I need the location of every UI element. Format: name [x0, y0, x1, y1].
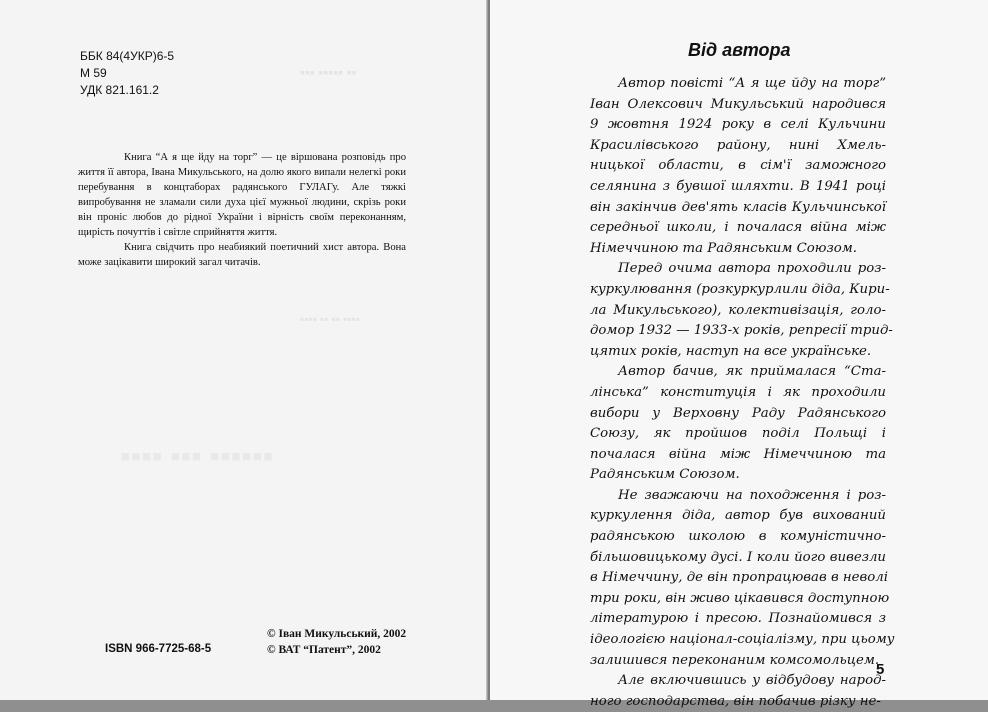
text-line: домор 1932 — 1933-х років, репресії трид-: [590, 323, 893, 339]
chapter-body: [590, 74, 895, 712]
bbk-code: ББК 84(4УКР)6-5: [80, 49, 175, 63]
text-line: Красилівського району, нині Хмель-: [590, 137, 886, 153]
text-line: Перед очима автора проходили роз-: [618, 261, 886, 277]
book-annotation: [78, 150, 406, 270]
text-line: Не зважаючи на походження і роз-: [618, 487, 886, 503]
bleed-through: ▪▪▪ ▪▪▪▪▪ ▪▪: [300, 66, 357, 81]
text-line: Автор повісті “А я ще йду на торг”: [618, 76, 886, 91]
copyright-block: [267, 626, 406, 658]
text-line: 9 жовтня 1924 року в селі Кульчини: [590, 117, 886, 133]
text-line: Автор бачив, як приймалася “Ста-: [618, 364, 886, 380]
text-line: Але включившись у відбудову народ-: [618, 673, 886, 689]
copyright-publisher: © ВАТ “Патент”, 2002: [267, 644, 381, 656]
body-paragraph: [590, 671, 886, 712]
bibliographic-codes: [80, 48, 174, 99]
text-line: Радянським Союзом.: [590, 467, 740, 483]
text-line: куркулювання (розкуркурлили діда, Кири-: [590, 281, 890, 297]
text-line: більшовицькому дусі. І коли його вивезли: [590, 549, 886, 565]
text-line: цятих років, наступ на все українське.: [590, 343, 872, 359]
body-paragraph: [590, 74, 886, 259]
text-line: Союзу, як пройшов поділ Польщі і: [590, 426, 886, 442]
text-line: селянина з бувшої шляхти. В 1941 році: [590, 178, 886, 194]
body-paragraph: [590, 486, 895, 671]
page-number: 5: [876, 661, 885, 678]
text-line: куркулення діда, автор був вихований: [590, 508, 886, 524]
text-line: Німеччиною та Радянським Союзом.: [590, 240, 858, 256]
text-line: почалася війна між Німеччиною та: [590, 446, 886, 462]
isbn: ISBN 966-7725-68-5: [105, 643, 212, 655]
text-line: ла Микульського), колективізація, голо-: [590, 302, 886, 318]
annotation-paragraph: Книга свідчить про неабиякий поетичний хист автора. Вона може зацікавити широкий загал читачів.: [78, 242, 406, 268]
udc-code: УДК 821.161.2: [80, 83, 159, 97]
text-line: залишився переконаним комсомольцем.: [590, 652, 880, 668]
text-line: ницької области, в сім'ї заможного: [590, 158, 886, 174]
text-line: середньої школи, і почалася війна між: [590, 220, 886, 236]
text-line: він закінчив дев'ять класів Кульчинської: [590, 199, 886, 215]
annotation-paragraph: Книга “А я ще йду на торг” — це віршована розповідь про життя її автора, Івана Микульського, на долю якого випали нелегкі роки перебування в концтаборах радянського ГУЛАГу. Але тяжкі випробування не зламали сили духа цієї мужньої людини, скрізь роки він проніс любов до рідної України і вірність своїм переконанням, щирість почуттів і світле сприйняття життя.: [78, 152, 406, 238]
copyright-author: © Іван Микульський, 2002: [267, 628, 407, 640]
left-page: ▪▪▪ ▪▪▪▪▪ ▪▪ ▪▪▪▪ ▪▪ ▪▪ ▪▪▪▪ ББК 84(4УКР)6-5 М 59 УДК 821.161.2 Книга “А я ще йду на торг” — це віршована розповідь про життя її автора, Івана Микульського, на долю якого випали нелегкі роки перебування в концтаборах радянського ГУЛАГу. Але тяжкі випробування не зламали сили духа цієї мужньої людини, скрізь роки він проніс любов до рідної України і вірність своїм переконанням, щирість почуттів і світле сприйняття життя. Книга свідчить про неабиякий поетичний хист автора. Вона може зацікавити широкий загал читачів. ISBN 966-7725-68-5 © Іван Микульський, 2002 © ВАТ “Патент”, 2002: [0, 0, 488, 700]
text-line: ідеологією націонал-соціалізму, при цьому: [590, 632, 895, 648]
text-line: ного господарства, він побачив різку не-: [590, 693, 881, 709]
body-paragraph: [590, 259, 893, 362]
text-line: в Німеччину, де він пропрацював в неволі: [590, 570, 888, 586]
text-line: три роки, він живо цікавився доступною: [590, 590, 890, 606]
author-mark: М 59: [80, 66, 107, 80]
text-line: Іван Олексович Микульський народився: [590, 96, 886, 112]
text-line: радянською школою в комуністично-: [590, 529, 886, 545]
text-line: лінська” конституція і як проходили: [590, 384, 886, 400]
text-line: вибори у Верховну Раду Радянського: [590, 405, 886, 421]
text-line: літературою і пресою. Познайомився з: [590, 611, 886, 627]
body-paragraph: [590, 362, 886, 486]
chapter-heading: Від автора: [688, 40, 791, 60]
